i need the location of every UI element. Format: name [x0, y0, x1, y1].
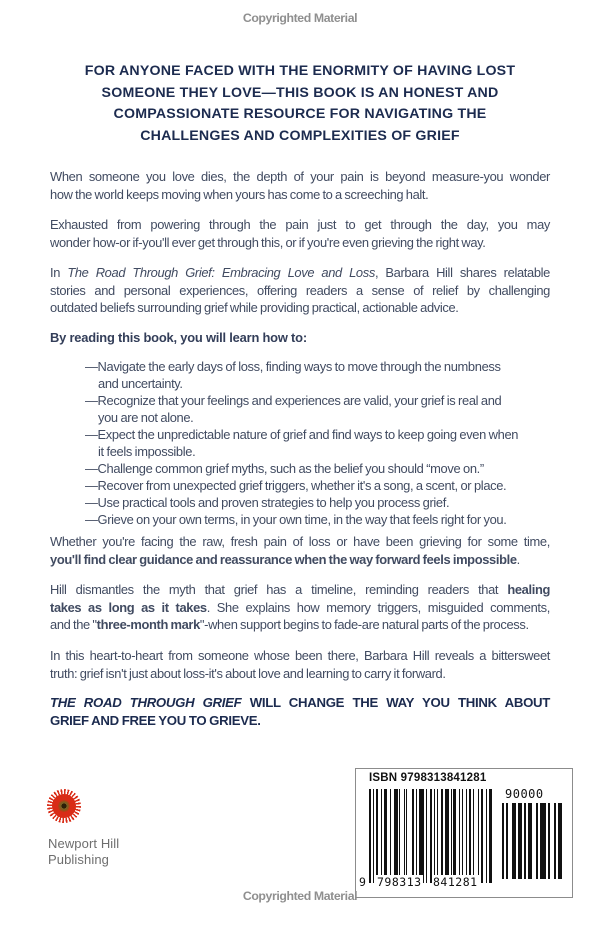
paragraph-heart: In this heart-to-heart from someone whose been there, Barbara Hill reveals a bittersweet truth: grief isn't just about loss-it's about love and learning to carry it forward. [50, 648, 550, 681]
copyright-watermark-bottom: Copyrighted Material [242, 889, 358, 903]
list-item: —Expect the unpredictable nature of grief and find ways to keep going even when it feels impossible. [85, 427, 519, 459]
barcode-digit-group3: 841281 [433, 875, 478, 889]
list-item: —Use practical tools and proven strategies to help you process grief. [85, 495, 450, 510]
list-item: —Challenge common grief myths, such as the belief you should “move on.” [85, 461, 484, 476]
learn-list [85, 358, 551, 528]
paragraph-3: In The Road Through Grief: Embracing Love and Loss, Barbara Hill shares relatable stories and personal experiences, offering readers a sense of relief by challenging outdated beliefs surrounding grief while providing practical, actionable advice. [50, 265, 550, 315]
supplement-barcode [502, 803, 562, 879]
paragraph-hill: Hill dismantles the myth that grief has a timeline, reminding readers that healing takes as long as it takes. She explains how memory triggers, misguided comments, and the "three-month mark"-when support begins to fade-are natural parts of the process. [50, 582, 550, 632]
paragraph-2: Exhausted from powering through the pain just to get through the day, you may wonder how-or if-you'll ever get through this, or if you're even grieving the right way. [50, 217, 550, 250]
list-item: —Recognize that your feelings and experiences are valid, your grief is real and you are not alone. [85, 393, 502, 425]
publisher-name-line1: Newport Hill [48, 836, 120, 851]
closing-statement: THE ROAD THROUGH GRIEF WILL CHANGE THE WAY YOU THINK ABOUT GRIEF AND FREE YOU TO GRIEVE. [50, 695, 550, 728]
learn-list-heading: By reading this book, you will learn how to: [50, 330, 307, 345]
copyright-watermark-top: Copyrighted Material [242, 11, 358, 25]
list-item: —Grieve on your own terms, in your own time, in the way that feels right for you. [85, 512, 507, 527]
main-barcode [369, 789, 492, 883]
list-item: —Navigate the early days of loss, finding ways to move through the numbness and uncertainty. [85, 359, 501, 391]
list-item: —Recover from unexpected grief triggers, whether it's a song, a scent, or place. [85, 478, 507, 493]
isbn-label: ISBN 9798313841281 [369, 772, 487, 784]
barcode-digit-group1: 9 [359, 875, 367, 889]
barcode-price-code: 90000 [505, 787, 544, 801]
publisher-name [48, 836, 119, 867]
paragraph-1: When someone you love dies, the depth of your pain is beyond measure-you wonder how the world keeps moving when yours has come to a screeching halt. [50, 169, 550, 202]
publisher-name-line2: Publishing [48, 851, 109, 867]
paragraph-whether: Whether you're facing the raw, fresh pain of loss or have been grieving for some time, you'll find clear guidance and reassurance when the way forward feels impossible. [50, 534, 550, 567]
barcode-box [355, 768, 573, 898]
publisher-flower-logo-icon [47, 789, 81, 823]
headline: FOR ANYONE FACED WITH THE ENORMITY OF HAVING LOST SOMEONE THEY LOVE—THIS BOOK IS AN HONEST AND COMPASSIONATE RESOURCE FOR NAVIGATING THE CHALLENGES AND COMPLEXITIES OF GRIEF [84, 63, 516, 144]
barcode-digit-group2: 798313 [377, 875, 422, 889]
